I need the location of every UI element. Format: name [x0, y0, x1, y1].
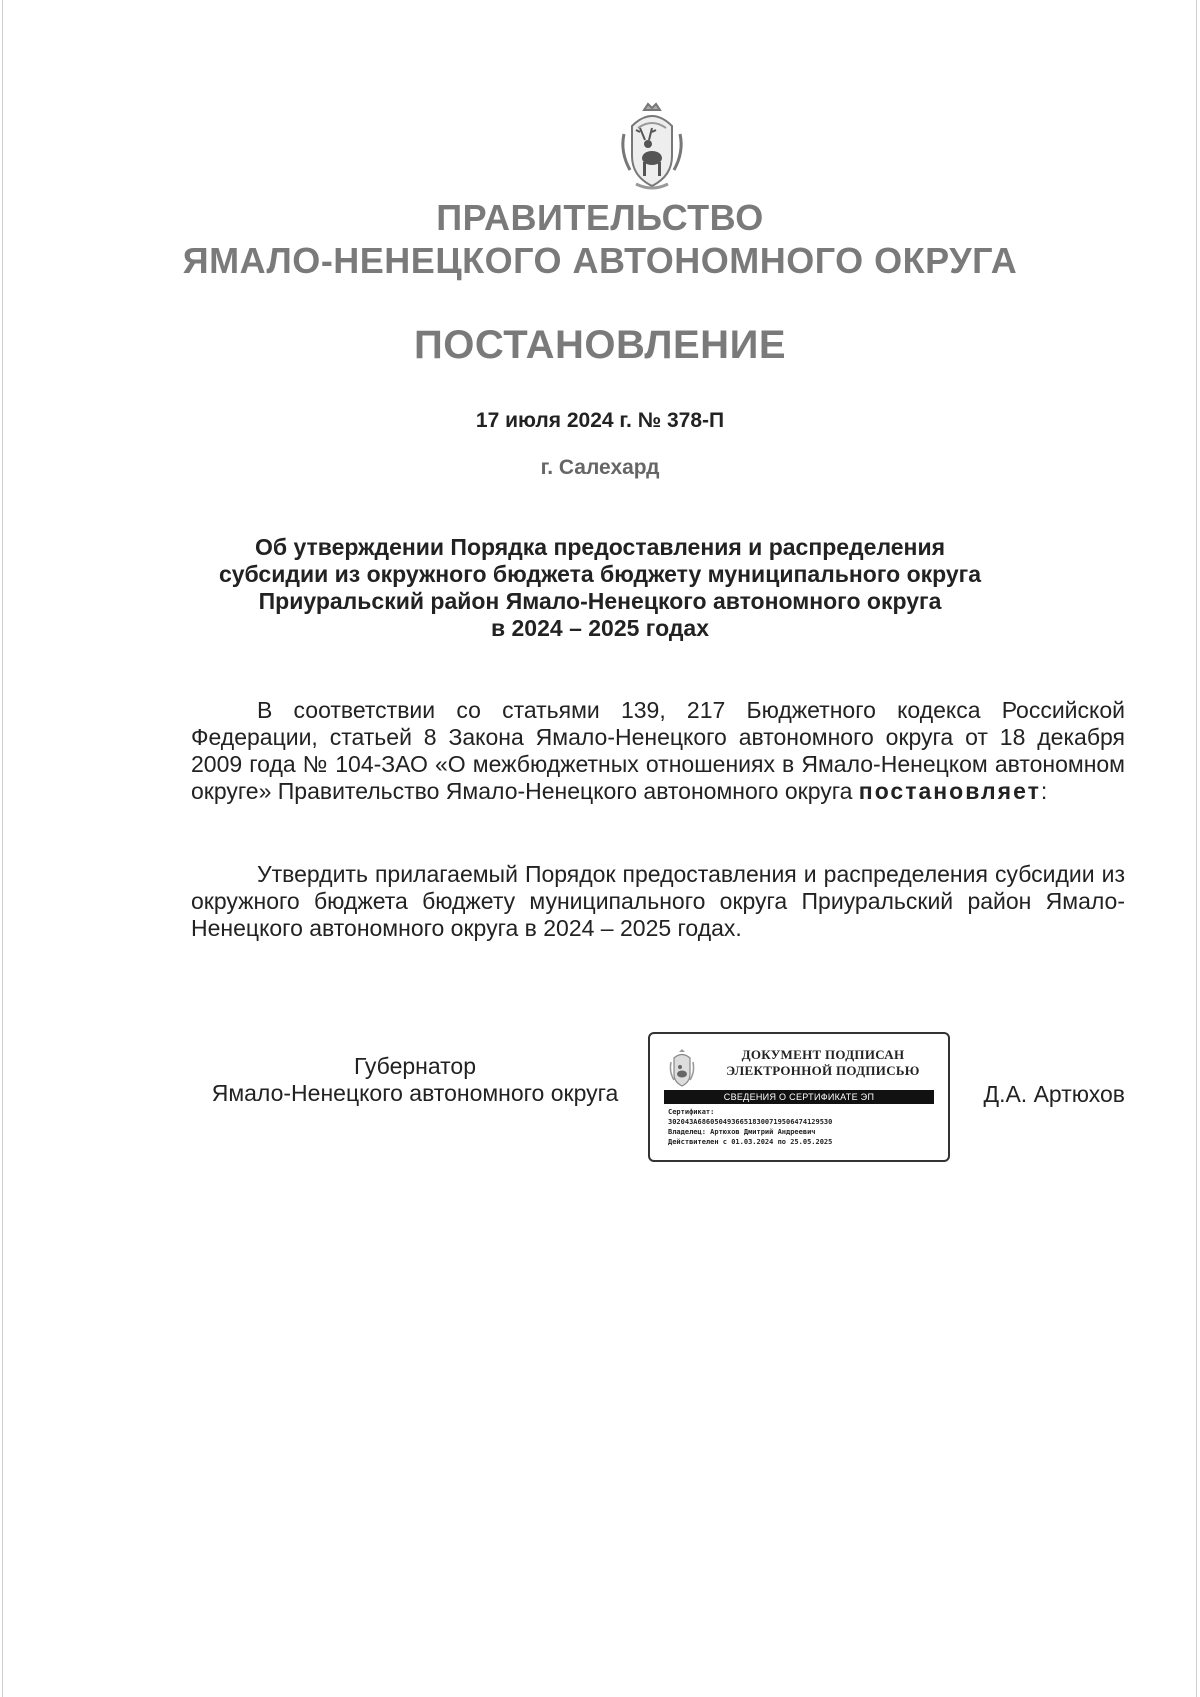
- stamp-title-line1: ДОКУМЕНТ ПОДПИСАН: [741, 1047, 905, 1062]
- government-title-line2: ЯМАЛО-НЕНЕЦКОГО АВТОНОМНОГО ОКРУГА: [182, 240, 1018, 281]
- certificate-details: [668, 1107, 938, 1147]
- signatory-role: [191, 1053, 639, 1107]
- body-paragraph-2: [191, 861, 1125, 942]
- certificate-validity: Действителен с 01.03.2024 по 25.05.2025: [668, 1138, 833, 1146]
- certificate-info-bar: СВЕДЕНИЯ О СЕРТИФИКАТЕ ЭП: [664, 1090, 934, 1104]
- subject-line: субсидии из окружного бюджета бюджету муниципального округа: [218, 561, 982, 587]
- coat-of-arms-icon: [618, 100, 686, 192]
- paragraph-punctuation: :: [1040, 778, 1048, 804]
- document-date-number: 17 июля 2024 г. № 378-П: [475, 409, 725, 432]
- resolution-keyword: постановляет: [858, 778, 1041, 804]
- signatory-organization: Ямало-Ненецкого автономного округа: [211, 1080, 619, 1106]
- certificate-number: 302043A68605049366518300719506474129530: [668, 1118, 833, 1126]
- paragraph-text: Утвердить прилагаемый Порядок предоставления и распределения субсидии из окружного бюджета бюджету муниципального округа Приуральский район Ямало-Ненецкого автономного округа в 2024 – 2025 годах.: [191, 861, 1125, 941]
- subject-line: в 2024 – 2025 годах: [490, 615, 710, 641]
- stamp-coat-of-arms-icon: [668, 1048, 696, 1088]
- document-place: г. Салехард: [540, 456, 660, 479]
- paragraph-text: В соответствии со статьями 139, 217 Бюджетного кодекса Российской Федерации, статьей 8 Закона Ямало-Ненецкого автономного округа от 18 декабря 2009 года № 104-ЗАО «О межбюджетных отношениях в Ямало-Ненецком автономном округе» Правительство Ямало-Ненецкого автономного округа: [191, 697, 1125, 804]
- stamp-title: [708, 1047, 938, 1079]
- document-type-title: ПОСТАНОВЛЕНИЕ: [413, 323, 786, 367]
- electronic-signature-stamp: [648, 1032, 950, 1162]
- stamp-title-line2: ЭЛЕКТРОННОЙ ПОДПИСЬЮ: [726, 1063, 920, 1078]
- page-edge-left: [2, 0, 3, 1697]
- body-paragraph-1: [191, 697, 1125, 805]
- subject-line: Приуральский район Ямало-Ненецкого автономного округа: [258, 588, 942, 614]
- government-title-line1: ПРАВИТЕЛЬСТВО: [436, 197, 764, 238]
- certificate-label: Сертификат:: [668, 1108, 715, 1116]
- page-edge-right: [1196, 0, 1197, 1697]
- document-subject: [160, 534, 1040, 642]
- signatory-title: Губернатор: [353, 1053, 477, 1079]
- certificate-owner: Владелец: Артюхов Дмитрий Андреевич: [668, 1128, 816, 1136]
- signatory-name: Д.А. Артюхов: [983, 1081, 1125, 1107]
- subject-line: Об утверждении Порядка предоставления и распределения: [254, 534, 946, 560]
